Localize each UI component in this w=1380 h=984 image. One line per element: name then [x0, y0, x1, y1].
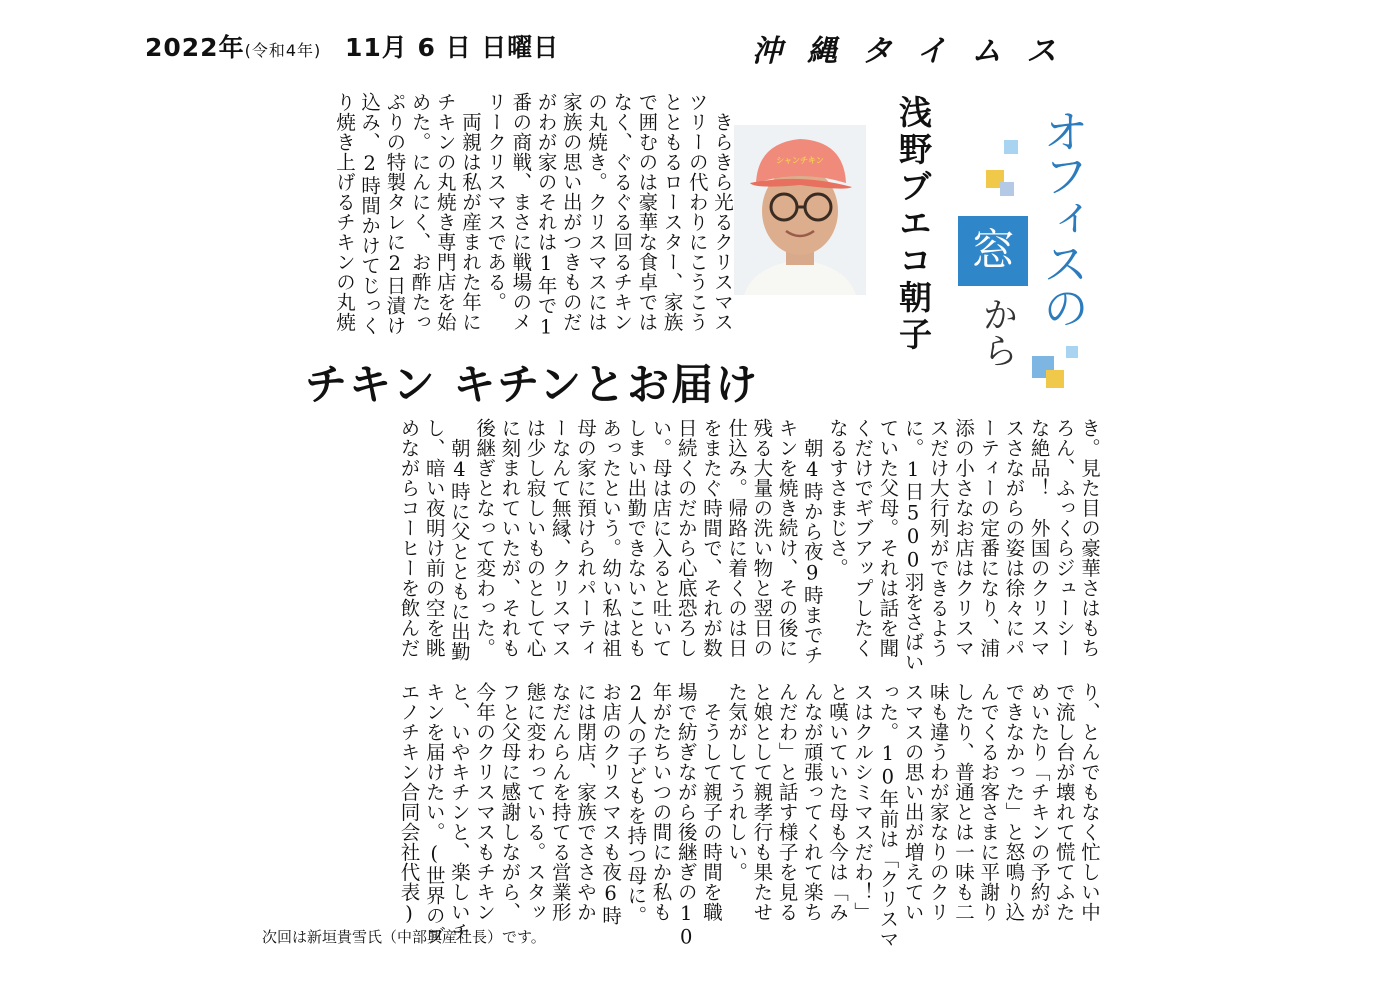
body-line: スはクルシミマスだわ！」 — [851, 682, 875, 922]
decor-square — [1046, 370, 1064, 388]
cap-text: シャンチキン — [776, 156, 824, 165]
body-line: で流し台が壊れて慌てふた — [1052, 682, 1076, 922]
body-line: きらきら光るクリスマス — [711, 92, 734, 332]
body-line: なだんらんを持てる営業形 — [548, 682, 572, 922]
body-line: 場で紡ぎながら後継ぎの10 — [674, 682, 698, 949]
next-author-caption: 次回は新垣貴雪氏（中部興産社長）です。 — [262, 928, 546, 946]
body-line: 味も違うわが家なりのクリ — [926, 682, 950, 922]
body-line: スさながらの姿は徐々にパ — [1002, 418, 1026, 658]
body-line: スだけ大行列ができるよう — [926, 418, 950, 658]
body-line: キンを届けたい。(世界のブ — [422, 682, 446, 946]
body-line: で囲むのは豪華な食卓では — [635, 92, 659, 332]
body-line: き。見た目の豪華さはもち — [1078, 418, 1101, 658]
body-line: んなが頑張ってくれて楽ち — [800, 682, 824, 922]
body-line: 仕込み。帰路に着くのは日 — [725, 418, 749, 658]
body-line: がわが家のそれは1年で1 — [534, 92, 558, 339]
body-line: フと父母に感謝しながら、 — [498, 682, 522, 922]
body-line: なるすさまじさ。 — [825, 418, 849, 578]
body-line: なく、ぐるぐる回るチキン — [610, 92, 634, 332]
body-line: ーティーの定番になり、浦 — [977, 418, 1001, 658]
body-line: めながらコーヒーを飲んだ — [397, 418, 421, 658]
body-line: と嘆いていた母も今は「み — [825, 682, 849, 922]
body-line: た気がしてうれしい。 — [725, 682, 749, 882]
issue-date: 2022年(令和4年) 11月 6 日 日曜日 — [145, 33, 560, 62]
newspaper-masthead: 沖縄タイムス — [752, 34, 1082, 69]
body-line: 込み、2時間かけてじっく — [358, 92, 382, 336]
decor-square — [1000, 182, 1014, 196]
body-line: ていた父母。それは話を聞 — [876, 418, 900, 658]
body-line: キンを焼き続け、その後に — [775, 418, 799, 658]
body-line: んだわ」と話す様子を見る — [775, 682, 799, 922]
body-column-2 — [396, 418, 1102, 676]
body-line: とともるロースター、家族 — [660, 92, 684, 332]
body-line: したり、普通とは一味も二 — [951, 682, 975, 922]
body-line: と、いやキチンと、楽しいチ — [447, 682, 471, 942]
body-line: くだけでギブアップしたく — [851, 418, 875, 658]
body-line: 態に変わっている。スタッ — [523, 682, 547, 922]
body-line: できなかった」と怒鳴り込 — [1002, 682, 1026, 922]
issue-day: 11月 6 日 日曜日 — [344, 33, 560, 62]
column-logo-line3: から — [977, 296, 1018, 368]
body-line: 添の小さなお店はクリスマ — [951, 418, 975, 658]
body-line: に刻まれていたが、それも — [498, 418, 522, 658]
body-line: と娘として親孝行も果たせ — [750, 682, 774, 922]
body-line: ツリーの代わりにこうこう — [685, 92, 709, 332]
article-headline: チキン キチンとお届け — [305, 360, 760, 409]
body-line: お店のクリスマスも夜6時 — [599, 682, 623, 926]
body-line: をまたぐ時間で、それが数 — [699, 418, 723, 658]
era-label: (令和4年) — [244, 41, 322, 60]
body-line: な絶品！ 外国のクリスマ — [1027, 418, 1051, 658]
author-name: 浅野ブエコ朝子 — [894, 95, 933, 354]
author-photo — [734, 125, 866, 295]
body-line: 番の商戦、まさに戦場のメ — [509, 92, 533, 332]
body-line: に。1日500羽をさばい — [901, 418, 925, 672]
body-line: 両親は私が産まれた年に — [458, 92, 482, 332]
body-line: ーなんて無縁、クリスマス — [548, 418, 572, 658]
column-logo-window: 窓 — [958, 216, 1028, 286]
column-logo-line1: オフィスの — [1036, 108, 1090, 328]
body-line: エノチキン合同会社代表) — [397, 682, 421, 926]
body-line: 朝4時から夜9時までチ — [800, 418, 824, 665]
body-line: めた。にんにく、お酢たっ — [408, 92, 432, 332]
body-line: ろん、ふっくらジューシー — [1052, 418, 1076, 658]
body-line: しまい出勤できないことも — [624, 418, 648, 658]
body-line: 家族の思い出がつきものだ — [559, 92, 583, 332]
body-line: 後継ぎとなって変わった。 — [473, 418, 497, 658]
body-line: 残る大量の洗い物と翌日の — [750, 418, 774, 658]
body-line: スマスの思い出が増えてい — [901, 682, 925, 922]
body-line: 朝4時に父とともに出勤 — [447, 418, 471, 662]
body-line: り、とんでもなく忙しい中 — [1078, 682, 1101, 922]
body-line: 2人の子どもを持つ母に。 — [624, 682, 648, 926]
body-line: の丸焼き。クリスマスには — [584, 92, 608, 332]
body-line: ぷりの特製タレに2日漬け — [383, 92, 407, 336]
body-line: そうして親子の時間を職 — [699, 682, 723, 922]
body-line: には閉店、家族でささやか — [573, 682, 597, 922]
body-line: は少し寂しいものとして心 — [523, 418, 547, 658]
body-line: った。10年前は「クリスマ — [876, 682, 900, 949]
body-line: り焼き上げるチキンの丸焼 — [332, 92, 356, 332]
body-line: 年がたちいつの間にか私も — [649, 682, 673, 922]
decor-square — [1004, 140, 1018, 154]
body-line: い。母は店に入ると吐いて — [649, 418, 673, 658]
body-line: チキンの丸焼き専門店を始 — [433, 92, 457, 332]
body-line: 日続くのだから心底恐ろし — [674, 418, 698, 658]
body-line: 今年のクリスマスもチキン — [473, 682, 497, 922]
body-line: あったという。幼い私は祖 — [599, 418, 623, 658]
body-column-1 — [332, 92, 735, 340]
body-line: 母の家に預けられパーティ — [573, 418, 597, 658]
decor-square — [1066, 346, 1078, 358]
body-line: リークリスマスである。 — [484, 92, 508, 312]
body-line: し、暗い夜明け前の空を眺 — [422, 418, 446, 658]
body-line: んでくるお客さまに平謝り — [977, 682, 1001, 922]
body-line: めいたり「チキンの予約が — [1027, 682, 1051, 922]
